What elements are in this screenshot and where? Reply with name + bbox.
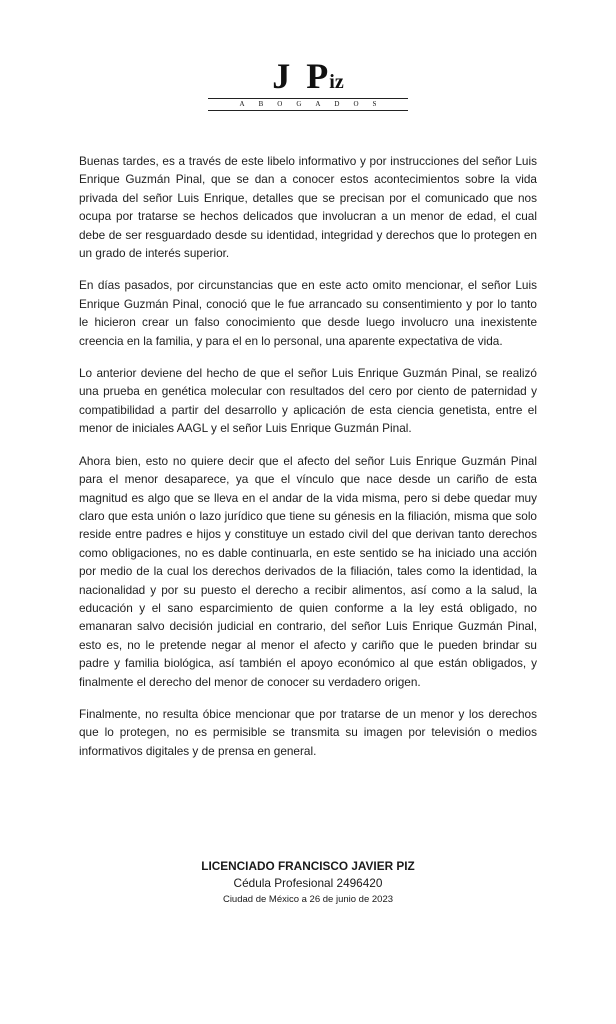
letterhead-logo xyxy=(0,58,616,111)
logo-letter-p: P xyxy=(306,56,329,96)
paragraph-intro: Buenas tardes, es a través de este libelo informativo y por instrucciones del señor Luis Enrique Guzmán Pinal, que se dan a conocer estos acontecimientos sobre la vida privada del señor Luis Enrique, detalles que se precisan por el comunicado que nos ocupa por tratarse se hechos delicados que involucran a un menor de edad, el cual debe de ser resguardado desde su identidad, integridad y derechos que lo protegen en un grado de interés superior. xyxy=(79,154,537,261)
document-date: Ciudad de México a 26 de junio de 2023 xyxy=(222,894,394,905)
logo-letters-iz: iz xyxy=(329,71,344,93)
paragraph-genetic-test: Lo anterior deviene del hecho de que el señor Luis Enrique Guzmán Pinal, se realizó una prueba en genética molecular con resultados del cero por ciento de paternidad y compatibilidad a partir del desarrollo y aplicación de esta ciencia genetista, entre el menor de iniciales AAGL y el señor Luis Enrique Guzmán Pinal. xyxy=(79,366,537,436)
professional-license: Cédula Profesional 2496420 xyxy=(233,876,383,890)
paragraph-background: En días pasados, por circunstancias que en este acto omito mencionar, el señor Luis Enrique Guzmán Pinal, conoció que le fue arrancado su consentimiento y por lo tanto le hicieron crear un falso conocimiento que desde luego involucro una inexistente creencia en la familia, y para el en lo personal, una aparente expectativa de vida. xyxy=(79,278,537,348)
letter-body xyxy=(79,152,537,774)
logo-letter-j: J xyxy=(272,56,291,96)
paragraph-filiation: Ahora bien, esto no quiere decir que el afecto del señor Luis Enrique Guzmán Pinal para el menor desaparece, ya que el vínculo que nace desde un cariño de esta magnitud es algo que se lleva en el andar de la vida misma, pero si debe quedar muy claro que esta unión o lazo jurídico que tiene su génesis en la filiación, misma que solo reside entre padres e hijos y constituye un estado civil del que derivan tanto derechos como obligaciones, no es dable continuarla, en este sentido se ha iniciado una acción por medio de la cual los derechos derivados de la filiación, tales como la identidad, la nacionalidad y por su puesto el derecho a recibir alimentos, así como a la salud, la educación y el sano esparcimiento de quien conforme a la ley está obligado, no emanaran salvo decisión judicial en contrario, del señor Luis Enrique Guzmán Pinal, esto es, no le pretende negar al menor el afecto y cariño que le pueden brindar su padre y familia biológica, así también el apoyo económico al que están obligados, y finalmente el derecho del menor de conocer su verdadero origen. xyxy=(79,453,537,689)
signature-block xyxy=(0,858,616,908)
signatory-name: LICENCIADO FRANCISCO JAVIER PIZ xyxy=(201,859,415,873)
logo-monogram xyxy=(272,58,343,94)
logo-subtitle: ABOGADOS xyxy=(208,98,408,111)
paragraph-closing: Finalmente, no resulta óbice mencionar que por tratarse de un menor y los derechos que lo protegen, no es permisible se transmita su imagen por televisión o medios informativos digitales y de prensa en general. xyxy=(79,706,537,758)
